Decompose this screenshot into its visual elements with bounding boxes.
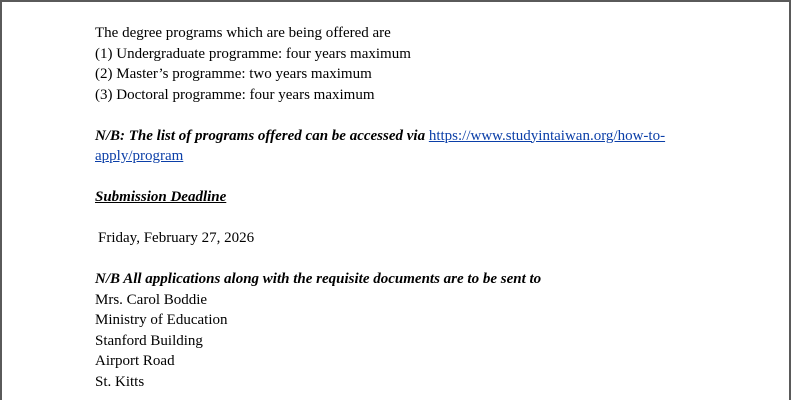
- applications-note: N/B All applications along with the requisite documents are to be sent to: [95, 271, 542, 287]
- programs-intro: The degree programs which are being offered are: [95, 25, 391, 41]
- programs-link[interactable]: https://www.studyintaiwan.org/how-to-: [428, 127, 666, 144]
- programs-note-label: N/B: The list of programs offered can be accessed via: [95, 127, 426, 144]
- programs-note-line: [95, 126, 735, 147]
- address-ministry: Ministry of Education: [95, 312, 228, 328]
- address-road: Airport Road: [95, 353, 175, 369]
- programs-link-continued-line: [95, 146, 735, 167]
- program-item-undergraduate: (1) Undergraduate programme: four years maximum: [95, 45, 411, 62]
- program-item-masters: (2) Master’s programme: two years maximum: [95, 66, 372, 82]
- spacer: [95, 208, 735, 229]
- address-name: Mrs. Carol Boddie: [95, 291, 208, 308]
- program-item-doctoral: (3) Doctoral programme: four years maximum: [95, 86, 375, 103]
- document-body: [95, 23, 735, 392]
- address-building: Stanford Building: [95, 332, 203, 349]
- deadline-date: Friday, February 27, 2026: [98, 230, 255, 246]
- programs-link-continued[interactable]: apply/program: [95, 148, 184, 164]
- deadline-heading: Submission Deadline: [95, 189, 227, 205]
- spacer: [95, 105, 735, 126]
- spacer: [95, 167, 735, 188]
- address-island: St. Kitts: [95, 373, 145, 390]
- spacer: [95, 249, 735, 270]
